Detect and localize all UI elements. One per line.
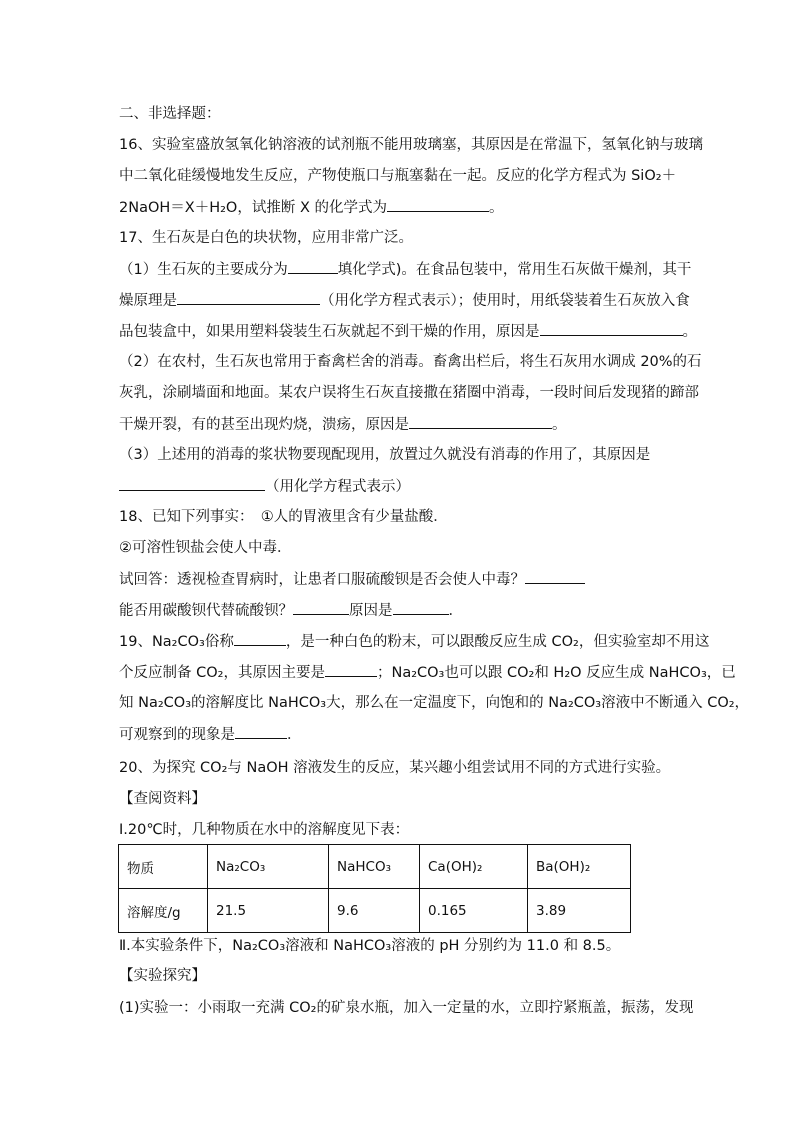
answer-blank[interactable] <box>119 476 265 491</box>
q17-text: （1）生石灰的主要成分为 <box>119 262 288 278</box>
q17-text: 填化学式)。在食品包装中，常用生石灰做干燥剂，其干 <box>337 262 692 278</box>
answer-blank[interactable] <box>409 414 552 429</box>
table-cell: 3.89 <box>528 889 631 933</box>
answer-blank[interactable] <box>525 569 585 584</box>
table-cell: 物质 <box>119 845 208 889</box>
q17-text: 干燥开裂，有的甚至出现灼烧，溃疡，原因是 <box>119 417 409 433</box>
q17-text: 。 <box>682 324 697 340</box>
q17-line-5: （2）在农村，生石灰也常用于畜禽栏舍的消毒。畜禽出栏后，将生石灰用水调成 20%的石 <box>119 354 702 370</box>
answer-blank[interactable] <box>540 321 683 336</box>
q17-text: （用化学方程式表示） <box>265 479 410 495</box>
q17-line-3 <box>119 290 690 311</box>
q18-text: 能否用碳酸钡代替硫酸钡？ <box>119 603 293 619</box>
q18-line-3 <box>119 569 585 590</box>
q16-line-2: 中二氧化硅缓慢地发生反应，产物使瓶口与瓶塞黏在一起。反应的化学方程式为 SiO₂＋ <box>119 168 677 184</box>
q20-line-6: (1)实验一：小雨取一充满 CO₂的矿泉水瓶，加入一定量的水，立即拧紧瓶盖，振荡，发现 <box>119 1000 694 1016</box>
q18-text: ． <box>448 603 463 619</box>
answer-blank[interactable] <box>234 631 286 646</box>
table-header-row <box>119 845 631 889</box>
q16-line-1: 16、实验室盛放氢氧化钠溶液的试剂瓶不能用玻璃塞，其原因是在常温下，氢氧化钠与玻璃 <box>119 137 703 153</box>
answer-blank[interactable] <box>393 600 449 615</box>
q17-line-2 <box>119 259 691 280</box>
q17-text: 。 <box>552 417 567 433</box>
q17-text: 燥原理是 <box>119 293 177 309</box>
table-cell: 21.5 <box>208 889 329 933</box>
q17-line-4 <box>119 321 697 342</box>
q19-text: 个反应制备 CO₂，其原因主要是 <box>119 665 325 681</box>
q19-line-4 <box>119 724 302 745</box>
solubility-table <box>118 844 631 933</box>
q17-line-6: 灰乳，涂刷墙面和地面。某农户误将生石灰直接撒在猪圈中消毒，一段时间后发现猪的蹄部 <box>119 385 699 401</box>
q17-line-7 <box>119 414 567 435</box>
q20-line-5: 【实验探究】 <box>119 968 206 984</box>
q18-line-1: 18、已知下列事实： ①人的胃液里含有少量盐酸． <box>119 509 448 525</box>
q19-text: 可观察到的现象是 <box>119 727 235 743</box>
q19-line-1 <box>119 631 709 652</box>
q19-text: 19、Na₂CO₃俗称 <box>119 634 234 650</box>
q20-line-3: Ⅰ.20℃时，几种物质在水中的溶解度见下表： <box>119 822 410 838</box>
table-cell: 溶解度/g <box>119 889 208 933</box>
answer-blank[interactable] <box>288 259 338 274</box>
table-cell: Ba(OH)₂ <box>528 845 631 889</box>
answer-blank[interactable] <box>177 290 320 305</box>
table-row <box>119 889 631 933</box>
q20-line-2: 【查阅资料】 <box>119 791 206 807</box>
q19-line-2 <box>119 662 736 683</box>
q20-line-4: Ⅱ.本实验条件下，Na₂CO₃溶液和 NaHCO₃溶液的 pH 分别约为 11.0 和 8.5。 <box>119 938 621 954</box>
q18-text: 原因是 <box>349 603 393 619</box>
table-cell: Na₂CO₃ <box>208 845 329 889</box>
answer-blank[interactable] <box>325 662 377 677</box>
section-title: 二、非选择题： <box>119 106 221 122</box>
q20-line-1: 20、为探究 CO₂与 NaOH 溶液发生的反应，某兴趣小组尝试用不同的方式进行实验。 <box>119 760 671 776</box>
q17-line-8: （3）上述用的消毒的浆状物要现配现用，放置过久就没有消毒的作用了，其原因是 <box>119 447 651 463</box>
q17-text: 品包装盒中，如果用塑料袋装生石灰就起不到干燥的作用，原因是 <box>119 324 540 340</box>
q19-line-3: 知 Na₂CO₃的溶解度比 NaHCO₃大，那么在一定温度下，向饱和的 Na₂CO₃溶液中不断通入 CO₂， <box>119 695 750 711</box>
q16-text: 2NaOH＝X＋H₂O，试推断 X 的化学式为 <box>119 200 387 216</box>
answer-blank[interactable] <box>235 724 287 739</box>
answer-blank[interactable] <box>293 600 349 615</box>
answer-blank[interactable] <box>387 197 489 212</box>
q19-text: ． <box>287 727 302 743</box>
q19-text: ，是一种白色的粉末，可以跟酸反应生成 CO₂，但实验室却不用这 <box>285 634 710 650</box>
q18-line-2: ②可溶性钡盐会使人中毒． <box>119 540 292 556</box>
q18-text: 试回答：透视检查胃病时，让患者口服硫酸钡是否会使人中毒？ <box>119 572 525 588</box>
table-cell: NaHCO₃ <box>329 845 420 889</box>
table-cell: 9.6 <box>329 889 420 933</box>
q17-text: （用化学方程式表示）；使用时，用纸袋装着生石灰放入食 <box>320 293 690 309</box>
table-cell: Ca(OH)₂ <box>420 845 528 889</box>
table-cell: 0.165 <box>420 889 528 933</box>
q17-line-9 <box>119 476 410 497</box>
q16-end: 。 <box>489 200 504 216</box>
q16-line-3 <box>119 197 504 218</box>
q17-line-1: 17、生石灰是白色的块状物，应用非常广泛。 <box>119 230 413 246</box>
q18-line-4 <box>119 600 463 621</box>
q19-text: ；Na₂CO₃也可以跟 CO₂和 H₂O 反应生成 NaHCO₃，已 <box>376 665 736 681</box>
